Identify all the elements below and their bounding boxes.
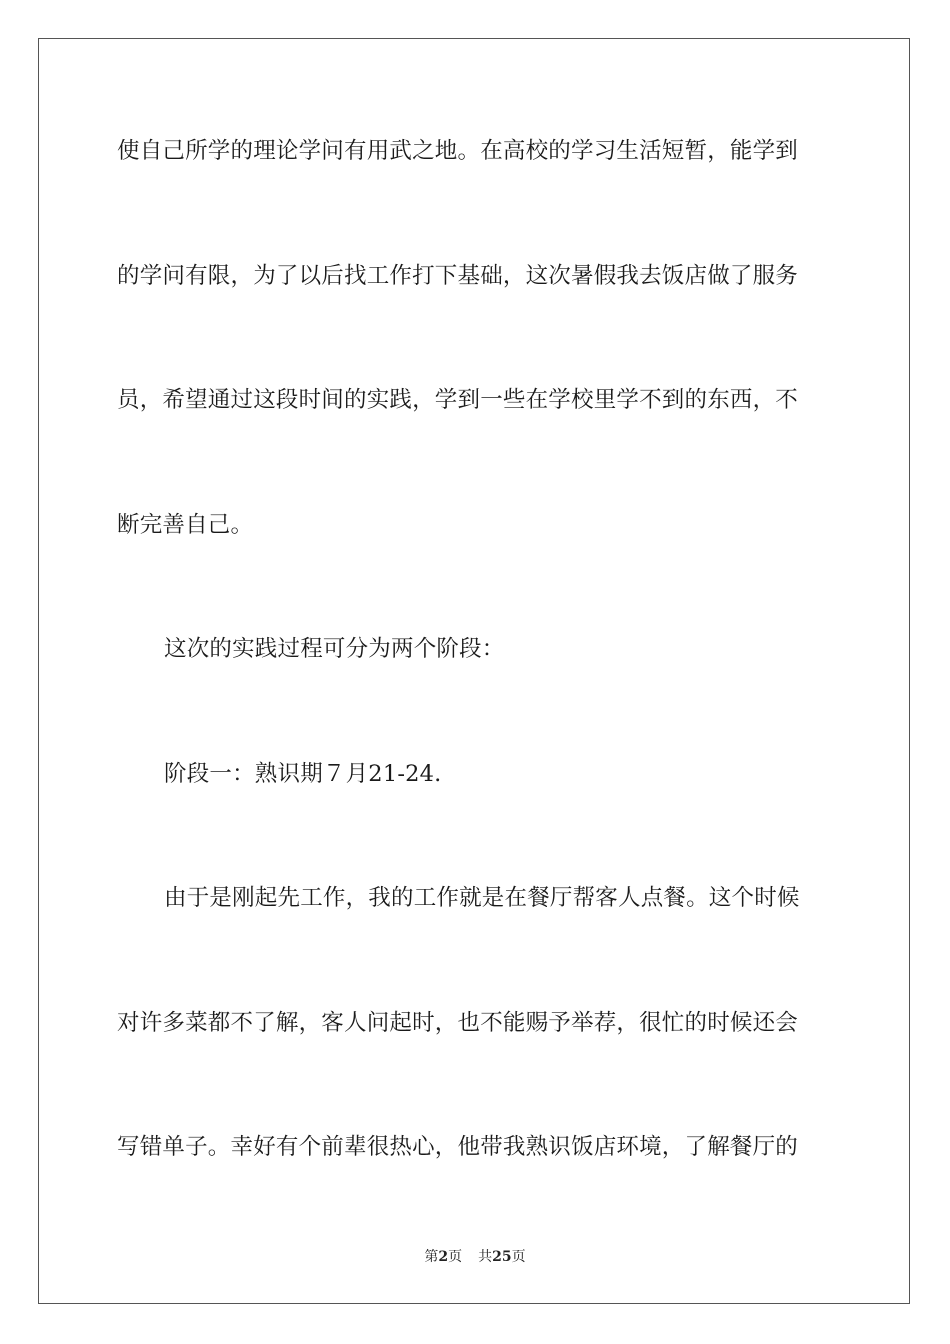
body-text-line: 断完善自己。 [117,512,254,538]
page-suffix: 页 [448,1249,463,1265]
paragraph-text-line: 由于是刚起先工作，我的工作就是在餐厅帮客人点餐。这个时候 [164,885,800,911]
current-page-number: 2 [438,1249,449,1265]
body-text-line: 的学问有限，为了以后找工作打下基础，这次暑假我去饭店做了服务 [117,263,799,289]
total-suffix: 页 [511,1249,526,1265]
total-page-count: 25 [492,1249,512,1265]
page-footer [0,1248,950,1266]
section-heading-line: 阶段一：熟识期７月21-24. [164,761,442,787]
total-prefix: 共 [478,1249,493,1265]
body-text-line: 对许多菜都不了解，客人问起时，也不能赐予举荐，很忙的时候还会 [117,1010,799,1036]
page-prefix: 第 [424,1249,439,1265]
paragraph-text-line: 这次的实践过程可分为两个阶段： [164,636,505,662]
body-text-line: 使自己所学的理论学问有用武之地。在高校的学习生活短暂，能学到 [117,138,799,164]
body-text-line: 写错单子。幸好有个前辈很热心，他带我熟识饭店环境，了解餐厅的 [117,1134,799,1160]
body-text-line: 员，希望通过这段时间的实践，学到一些在学校里学不到的东西，不 [117,387,799,413]
page-border [38,38,910,1304]
